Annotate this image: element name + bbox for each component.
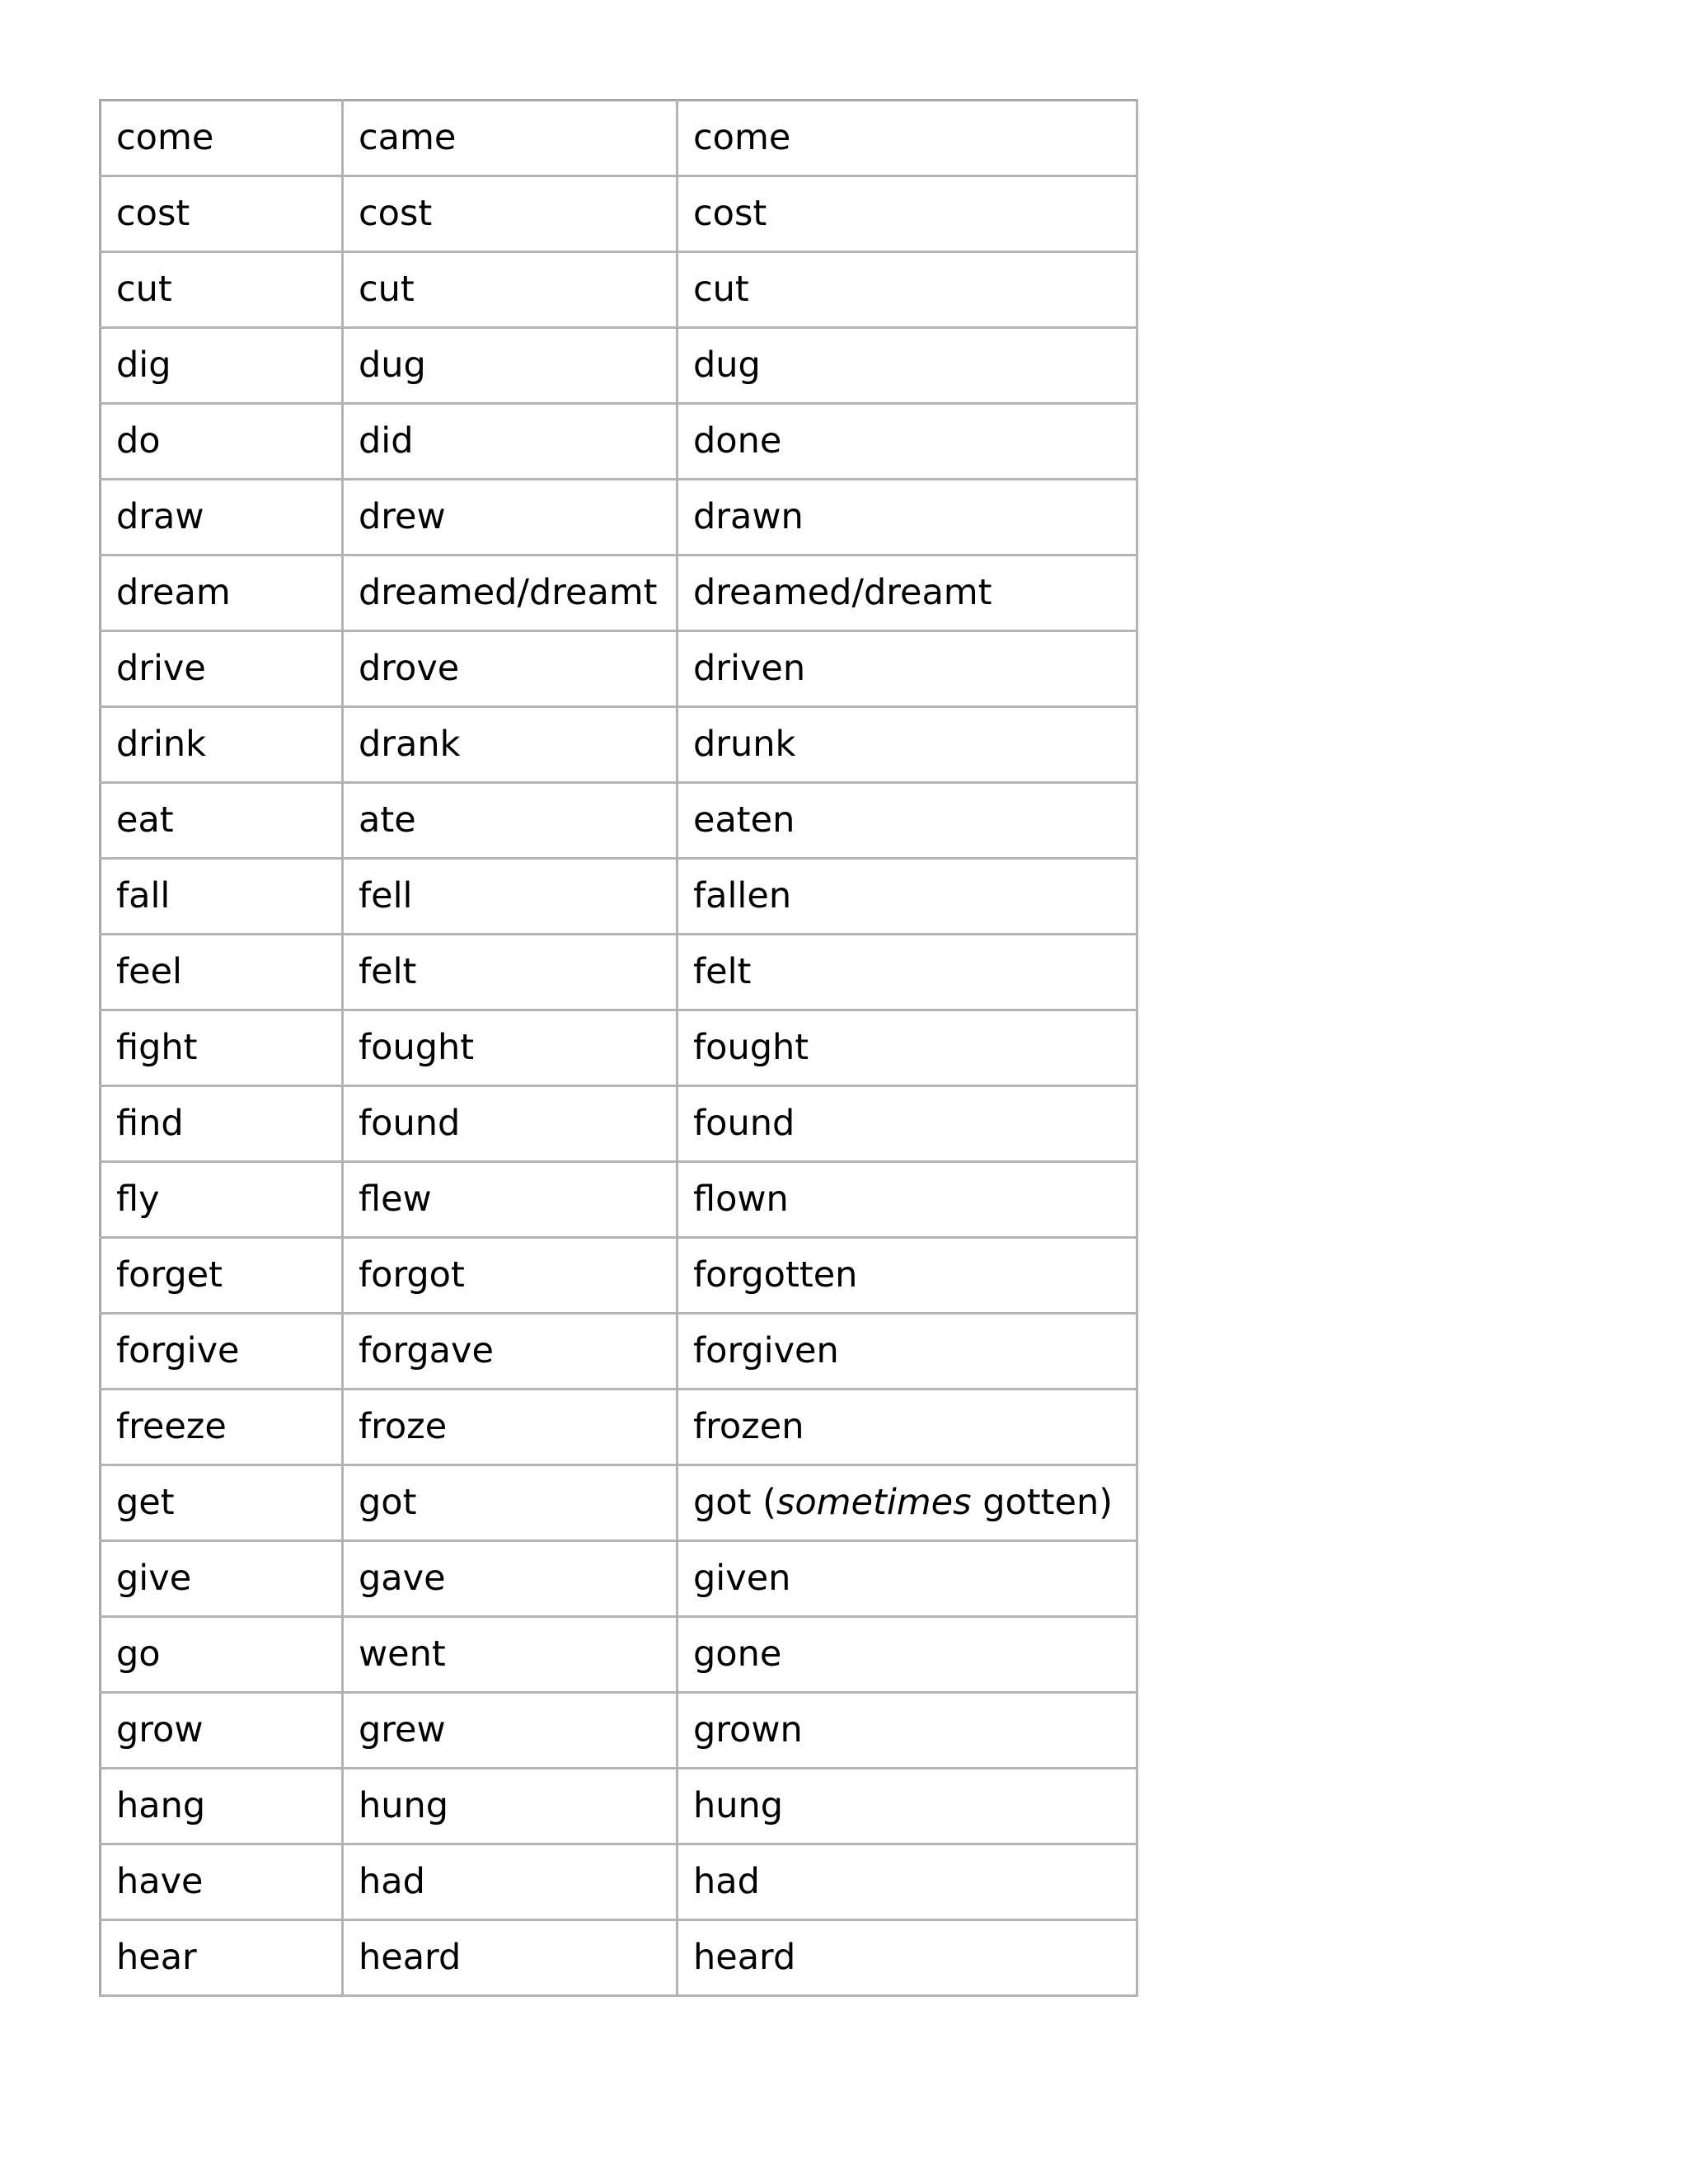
past-participle-cell: come — [678, 101, 1137, 176]
table-row — [101, 631, 1137, 707]
table-row — [101, 1617, 1137, 1693]
base-form-cell: give — [101, 1541, 343, 1617]
base-form-cell: drive — [101, 631, 343, 707]
past-simple-cell: dreamed/dreamt — [343, 555, 678, 631]
table-row — [101, 480, 1137, 555]
past-simple-cell: drove — [343, 631, 678, 707]
table-row — [101, 328, 1137, 404]
past-simple-cell: had — [343, 1844, 678, 1920]
past-simple-cell: drank — [343, 707, 678, 783]
past-participle-cell: eaten — [678, 783, 1137, 859]
past-participle-cell: cut — [678, 252, 1137, 328]
base-form-cell: fly — [101, 1162, 343, 1238]
cell-text: gotten) — [971, 1482, 1114, 1523]
past-participle-cell: forgiven — [678, 1314, 1137, 1390]
table-row — [101, 859, 1137, 935]
base-form-cell: grow — [101, 1693, 343, 1769]
past-participle-cell: fallen — [678, 859, 1137, 935]
table-row — [101, 1086, 1137, 1162]
verb-table-body — [101, 101, 1137, 1996]
base-form-cell: find — [101, 1086, 343, 1162]
past-participle-cell: forgotten — [678, 1238, 1137, 1314]
table-row — [101, 176, 1137, 252]
table-row — [101, 707, 1137, 783]
past-simple-cell: grew — [343, 1693, 678, 1769]
base-form-cell: go — [101, 1617, 343, 1693]
past-participle-cell: grown — [678, 1693, 1137, 1769]
past-participle-cell: found — [678, 1086, 1137, 1162]
past-simple-cell: ate — [343, 783, 678, 859]
base-form-cell: drink — [101, 707, 343, 783]
past-participle-cell: dug — [678, 328, 1137, 404]
cell-italic-text: sometimes — [776, 1482, 972, 1523]
past-simple-cell: went — [343, 1617, 678, 1693]
past-participle-cell: frozen — [678, 1390, 1137, 1465]
past-simple-cell: froze — [343, 1390, 678, 1465]
past-participle-cell: fought — [678, 1010, 1137, 1086]
base-form-cell: cut — [101, 252, 343, 328]
past-simple-cell: drew — [343, 480, 678, 555]
table-row — [101, 1238, 1137, 1314]
table-row — [101, 555, 1137, 631]
base-form-cell: forgive — [101, 1314, 343, 1390]
past-participle-cell: dreamed/dreamt — [678, 555, 1137, 631]
past-simple-cell: heard — [343, 1920, 678, 1996]
base-form-cell: feel — [101, 935, 343, 1010]
table-row — [101, 101, 1137, 176]
past-participle-cell: drawn — [678, 480, 1137, 555]
table-row — [101, 1920, 1137, 1996]
cell-text: got ( — [693, 1482, 776, 1523]
table-row — [101, 1010, 1137, 1086]
base-form-cell: hear — [101, 1920, 343, 1996]
base-form-cell: cost — [101, 176, 343, 252]
past-simple-cell: dug — [343, 328, 678, 404]
past-simple-cell: flew — [343, 1162, 678, 1238]
base-form-cell: dream — [101, 555, 343, 631]
base-form-cell: have — [101, 1844, 343, 1920]
past-simple-cell: did — [343, 404, 678, 480]
base-form-cell: fall — [101, 859, 343, 935]
table-row — [101, 1390, 1137, 1465]
past-participle-cell: drunk — [678, 707, 1137, 783]
table-row — [101, 404, 1137, 480]
table-row — [101, 935, 1137, 1010]
base-form-cell: eat — [101, 783, 343, 859]
table-row — [101, 1693, 1137, 1769]
base-form-cell: forget — [101, 1238, 343, 1314]
past-simple-cell: felt — [343, 935, 678, 1010]
table-row — [101, 1314, 1137, 1390]
past-participle-cell: driven — [678, 631, 1137, 707]
table-row — [101, 1769, 1137, 1844]
base-form-cell: get — [101, 1465, 343, 1541]
past-participle-cell: cost — [678, 176, 1137, 252]
past-participle-cell: heard — [678, 1920, 1137, 1996]
table-row — [101, 1844, 1137, 1920]
base-form-cell: dig — [101, 328, 343, 404]
past-simple-cell: gave — [343, 1541, 678, 1617]
table-row — [101, 783, 1137, 859]
past-simple-cell: got — [343, 1465, 678, 1541]
irregular-verbs-table — [99, 99, 1138, 1997]
table-row — [101, 1162, 1137, 1238]
table-row — [101, 252, 1137, 328]
past-simple-cell: hung — [343, 1769, 678, 1844]
table-row — [101, 1541, 1137, 1617]
base-form-cell: draw — [101, 480, 343, 555]
table-row — [101, 1465, 1137, 1541]
base-form-cell: freeze — [101, 1390, 343, 1465]
past-participle-cell: done — [678, 404, 1137, 480]
past-participle-cell: given — [678, 1541, 1137, 1617]
base-form-cell: hang — [101, 1769, 343, 1844]
past-simple-cell: cut — [343, 252, 678, 328]
base-form-cell: fight — [101, 1010, 343, 1086]
past-participle-cell — [678, 1465, 1137, 1541]
past-participle-cell: felt — [678, 935, 1137, 1010]
past-simple-cell: forgave — [343, 1314, 678, 1390]
past-simple-cell: came — [343, 101, 678, 176]
past-simple-cell: found — [343, 1086, 678, 1162]
past-participle-cell: had — [678, 1844, 1137, 1920]
past-participle-cell: hung — [678, 1769, 1137, 1844]
past-simple-cell: forgot — [343, 1238, 678, 1314]
past-simple-cell: fought — [343, 1010, 678, 1086]
past-participle-cell: gone — [678, 1617, 1137, 1693]
base-form-cell: do — [101, 404, 343, 480]
past-participle-cell: flown — [678, 1162, 1137, 1238]
past-simple-cell: fell — [343, 859, 678, 935]
base-form-cell: come — [101, 101, 343, 176]
past-simple-cell: cost — [343, 176, 678, 252]
